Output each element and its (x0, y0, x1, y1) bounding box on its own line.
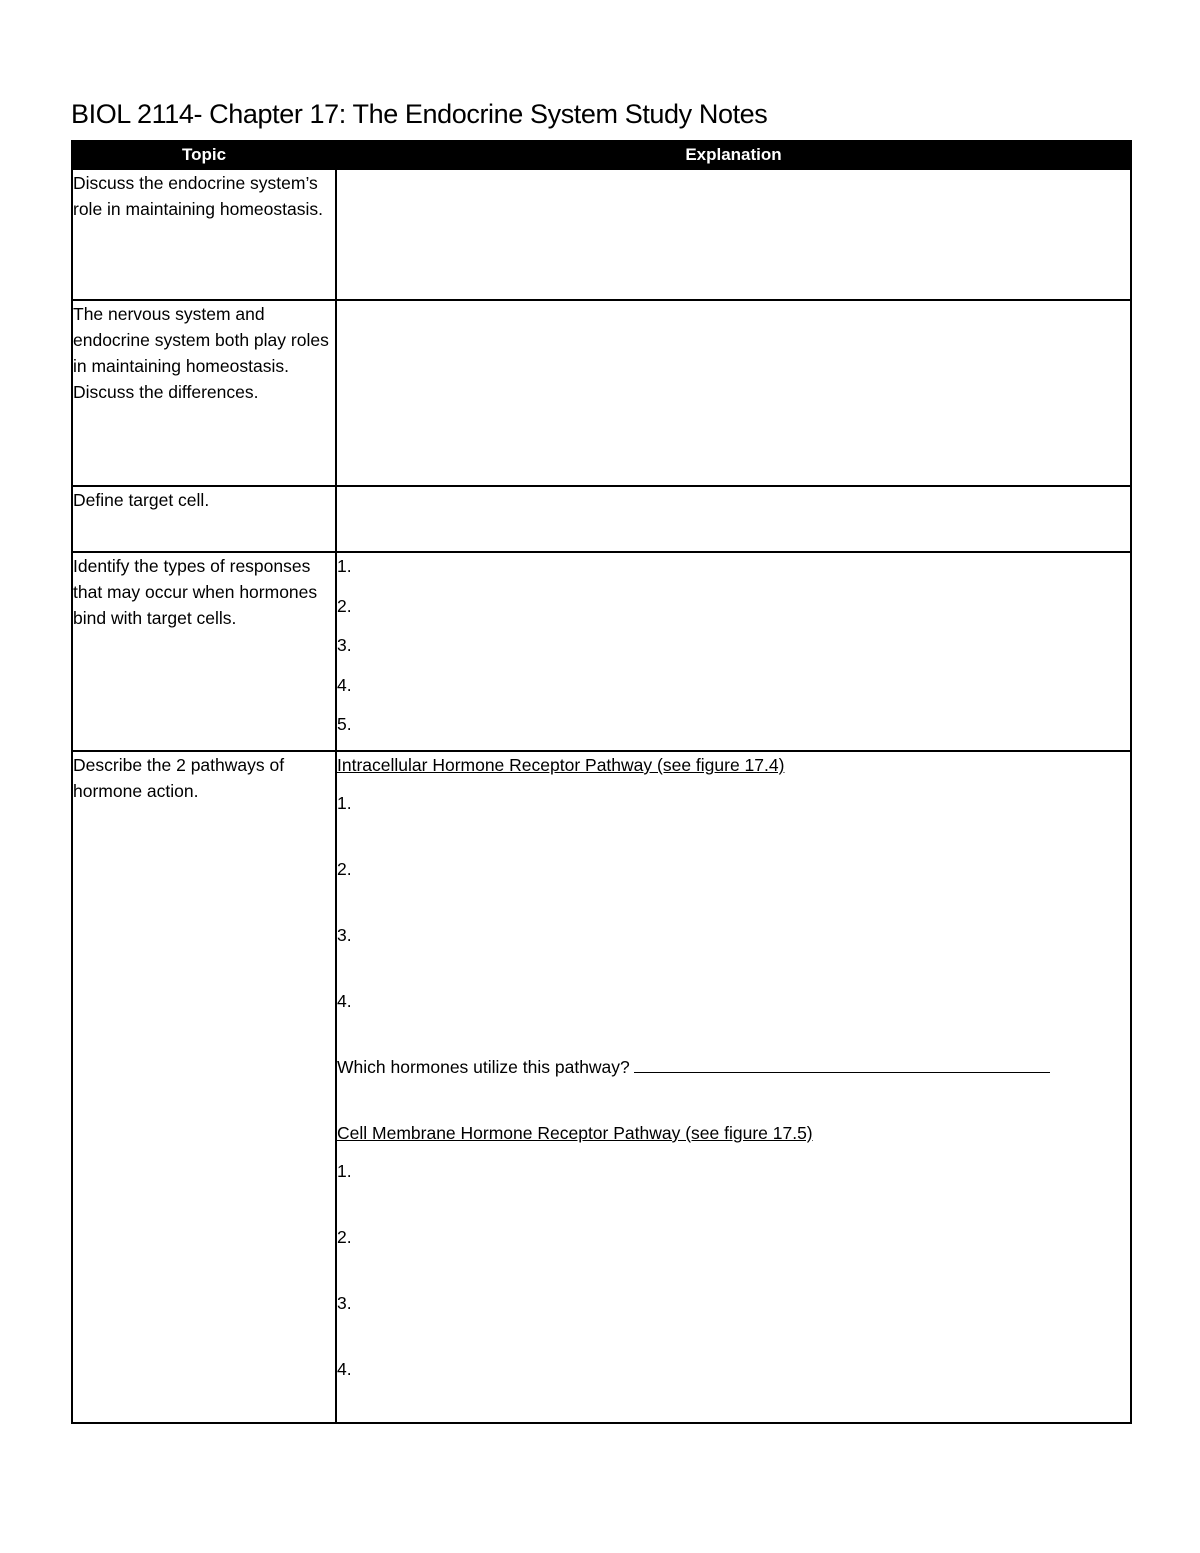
table-header-row (72, 141, 1131, 169)
hormones-question (337, 1054, 1130, 1080)
list-item-number: 4. (337, 991, 352, 1011)
list-item-number: 5. (337, 714, 352, 734)
hormones-question-text: Which hormones utilize this pathway? (337, 1057, 630, 1077)
pathway-heading: Intracellular Hormone Receptor Pathway (see figure 17.4) (337, 755, 785, 775)
study-notes-table (71, 140, 1132, 1424)
topic-cell: Describe the 2 pathways of hormone action. (72, 751, 336, 1423)
explanation-column-header: Explanation (336, 141, 1131, 169)
explanation-cell[interactable] (336, 552, 1131, 751)
list-item-number: 3. (337, 1293, 352, 1313)
pathway-heading: Cell Membrane Hormone Receptor Pathway (see figure 17.5) (337, 1123, 813, 1143)
page-title: BIOL 2114- Chapter 17: The Endocrine System Study Notes (71, 99, 768, 129)
list-item-number: 1. (337, 1161, 352, 1181)
list-item-number: 4. (337, 1359, 352, 1379)
list-item-number: 3. (337, 925, 352, 945)
topic-cell: Define target cell. (72, 486, 336, 552)
list-item-number: 2. (337, 859, 352, 879)
topic-cell: Discuss the endocrine system’s role in maintaining homeostasis. (72, 169, 336, 300)
topic-cell: The nervous system and endocrine system both play roles in maintaining homeostasis. Discuss the differences. (72, 300, 336, 486)
topic-column-header: Topic (72, 141, 336, 169)
table-row (72, 169, 1131, 300)
explanation-cell[interactable] (336, 486, 1131, 552)
answer-blank-line[interactable] (634, 1054, 1050, 1073)
spacer (337, 1080, 1130, 1120)
list-item-number: 1. (337, 556, 352, 576)
explanation-cell[interactable] (336, 169, 1131, 300)
topic-cell: Identify the types of responses that may occur when hormones bind with target cells. (72, 552, 336, 751)
table-row (72, 552, 1131, 751)
table-row (72, 486, 1131, 552)
explanation-cell[interactable] (336, 300, 1131, 486)
list-item-number: 1. (337, 793, 352, 813)
explanation-cell[interactable] (336, 751, 1131, 1423)
list-item-number: 2. (337, 1227, 352, 1247)
table-row (72, 300, 1131, 486)
table-row (72, 751, 1131, 1423)
list-item-number: 3. (337, 635, 352, 655)
list-item-number: 2. (337, 595, 352, 616)
list-item-number: 4. (337, 674, 352, 695)
